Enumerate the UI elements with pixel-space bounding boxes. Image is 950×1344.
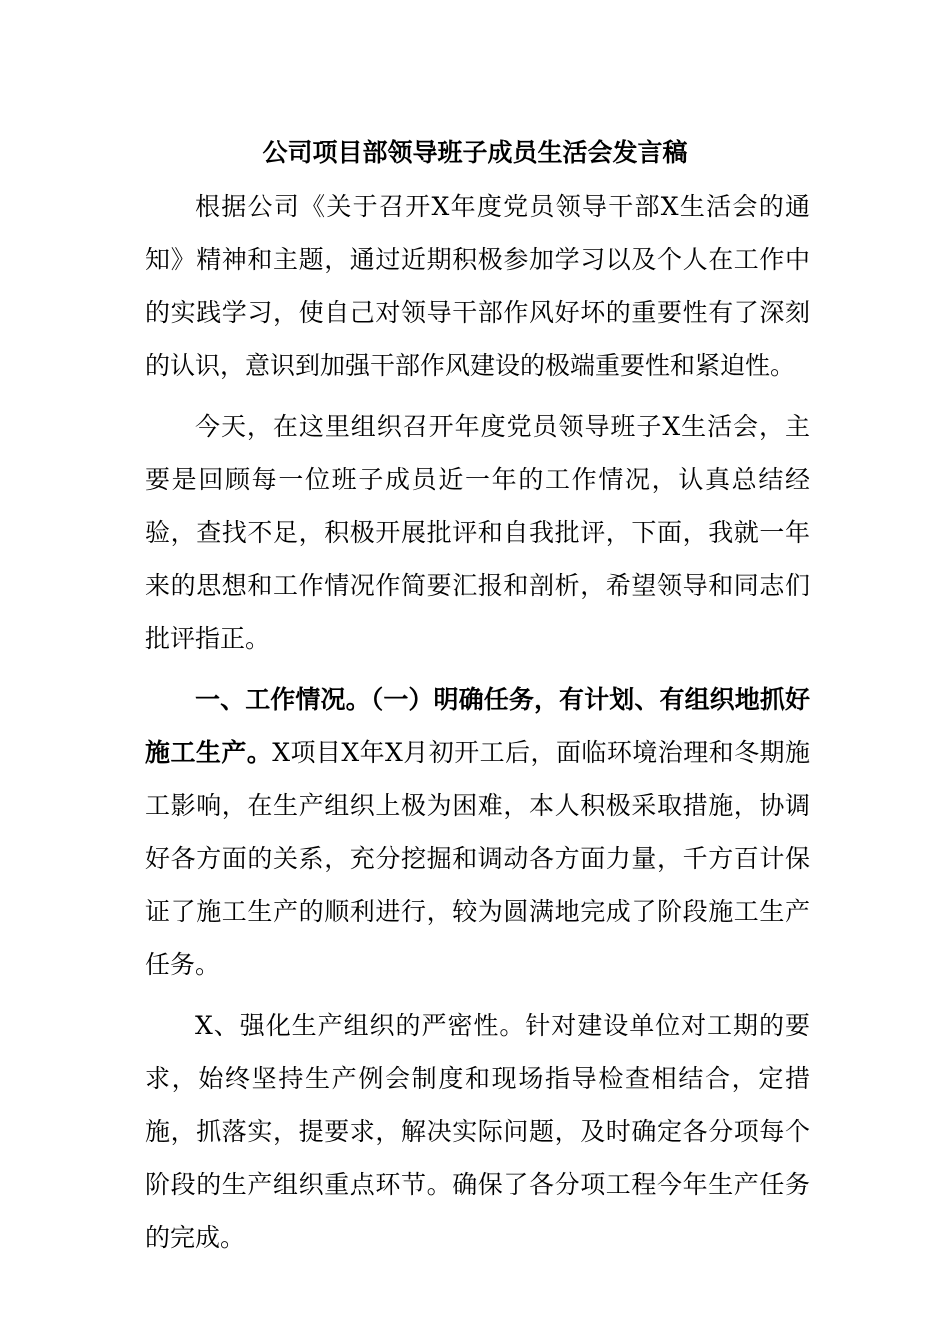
paragraph-text: X项目X年X月初开工后，面临环境治理和冬期施工影响，在生产组织上极为困难，本人积极采取措施，协调好各方面的关系，充分挖掘和调动各方面力量，千方百计保证了施工生产的顺利进行，较为圆满地完成了阶段施工生产任务。 — [145, 738, 810, 979]
paragraph-work-situation — [145, 673, 810, 991]
paragraph-meeting-purpose — [145, 400, 810, 665]
paragraph-text: 根据公司《关于召开X年度党员领导干部X生活会的通知》精神和主题，通过近期积极参加学习以及个人在工作中的实践学习，使自己对领导干部作风好坏的重要性有了深刻的认识，意识到加强干部作风建设的极端重要性和紧迫性。 — [145, 192, 810, 380]
document-body — [145, 180, 810, 1272]
paragraph-text: X、强化生产组织的严密性。针对建设单位对工期的要求，始终坚持生产例会制度和现场指导检查相结合，定措施，抓落实，提要求，解决实际问题，及时确定各分项每个阶段的生产组织重点环节。确保了各分项工程今年生产任务的完成。 — [145, 1011, 810, 1252]
document-title: 公司项目部领导班子成员生活会发言稿 — [262, 138, 688, 167]
paragraph-text: 今天，在这里组织召开年度党员领导班子X生活会，主要是回顾每一位班子成员近一年的工作情况，认真总结经验，查找不足，积极开展批评和自我批评，下面，我就一年来的思想和工作情况作简要汇报和剖析，希望领导和同志们批评指正。 — [145, 412, 810, 653]
paragraph-production-organization — [145, 999, 810, 1264]
paragraph-intro — [145, 180, 810, 392]
section-heading: 一、工作情况。（一）明确任务，有计划、有组织地抓好施工生产。 — [145, 685, 810, 767]
